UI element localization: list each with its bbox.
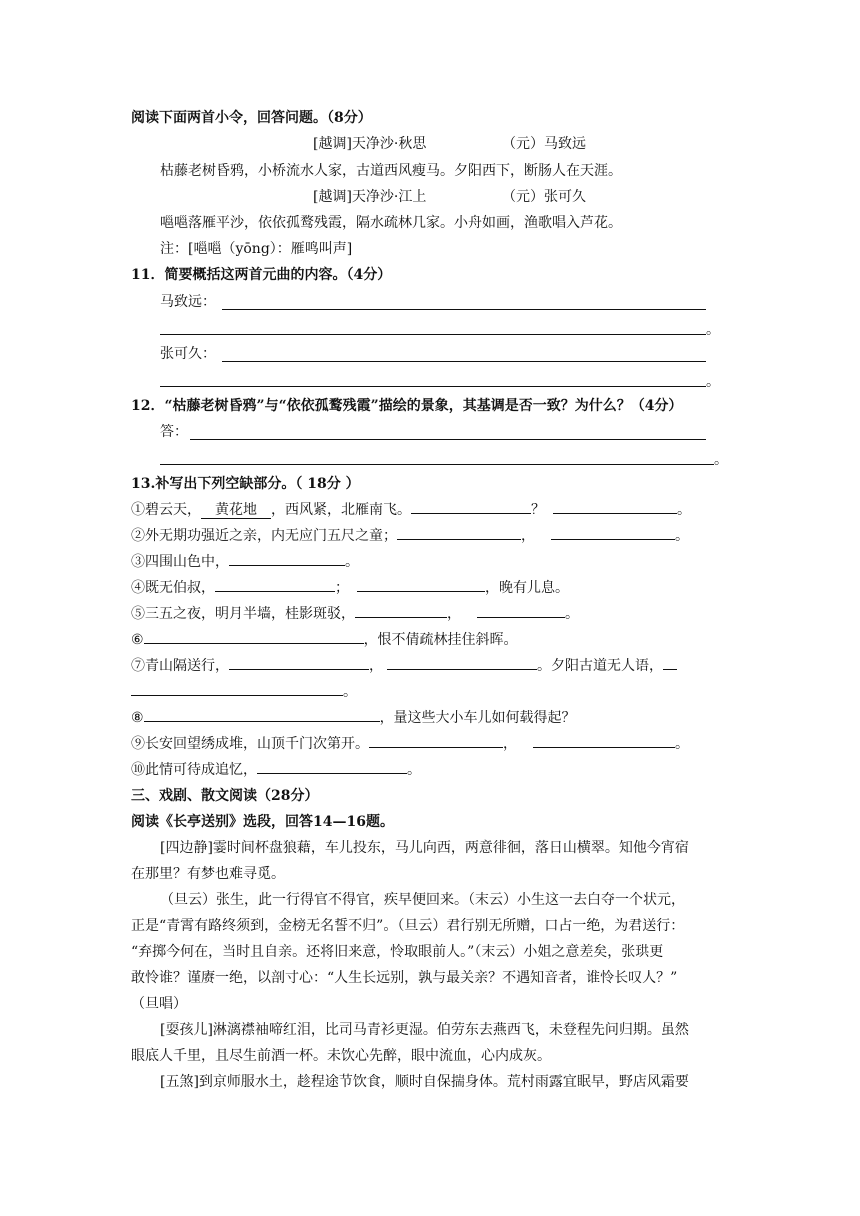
q13-item-10-text: ⑩此情可待成追忆， xyxy=(131,762,257,778)
q13-punct: 。 xyxy=(407,762,421,778)
passage-line: 在那里？有梦也难寻觅。 xyxy=(131,866,285,882)
passage-line: （旦唱） xyxy=(131,996,187,1012)
section-3-heading: 三、戏剧、散文阅读（28分） xyxy=(131,788,319,804)
q13-item-7-text: ⑦青山隔送行， xyxy=(131,658,229,674)
q13-punct: 。 xyxy=(675,528,689,544)
q13-punct: ， xyxy=(503,736,517,752)
q13-punct: ？ xyxy=(531,502,545,518)
q13-item-7 xyxy=(131,656,677,676)
q13-blank[interactable] xyxy=(144,721,380,722)
passage-line: [耍孩儿]淋漓襟袖啼红泪，比司马青衫更湿。伯劳东去燕西飞，未登程先问归期。虽然 xyxy=(160,1022,689,1038)
question-13: 13.补写出下列空缺部分。（ 18分 ） xyxy=(131,476,360,492)
q13-blank[interactable] xyxy=(477,617,565,618)
q13-item-1 xyxy=(131,500,691,520)
q13-item-2-text: ②外无期功强近之亲，内无应门五尺之童； xyxy=(131,528,397,544)
q11-period: 。 xyxy=(706,322,720,338)
passage-line: 敢怜谁？谨赓一绝，以剖寸心：“人生长远别，孰与最关亲？不遇知音者，谁怜长叹人？” xyxy=(131,970,678,986)
q13-item-3 xyxy=(131,552,359,572)
poem1-title: [越调]天净沙·秋思 xyxy=(313,136,427,152)
q11-answer-line[interactable] xyxy=(160,386,706,387)
q13-item-3-text: ③四围山色中， xyxy=(131,554,229,570)
q13-punct: ， xyxy=(447,606,461,622)
section-3-intro: 阅读《长亭送别》选段，回答14—16题。 xyxy=(131,814,394,830)
q13-blank[interactable] xyxy=(257,773,407,774)
passage-line: 正是“青霄有路终须到，金榜无名誓不归”。（旦云）君行别无所赠，口占一绝，为君送行： xyxy=(131,918,685,934)
q13-item-6 xyxy=(131,630,518,650)
q13-blank[interactable] xyxy=(144,643,364,644)
q13-item-8 xyxy=(131,708,576,728)
q12-answer-label: 答： xyxy=(160,424,188,440)
q11-label-ma: 马致远： xyxy=(160,294,216,310)
q13-blank[interactable] xyxy=(397,539,521,540)
q12-period: 。 xyxy=(714,452,728,468)
q13-item-2 xyxy=(131,526,689,546)
q13-punct: 。 xyxy=(675,736,689,752)
passage-line: “弃掷今何在，当时且自亲。还将旧来意，怜取眼前人。”（末云）小姐之意差矣，张珙更 xyxy=(131,944,664,960)
q13-item-1-filled-answer[interactable]: 黄花地 xyxy=(201,502,271,519)
q13-item-9 xyxy=(131,734,689,754)
q13-blank[interactable] xyxy=(553,513,677,514)
q13-item-4-text: ④既无伯叔， xyxy=(131,580,215,596)
q13-item-8-text: ，量这些大小车儿如何载得起？ xyxy=(379,710,576,726)
q13-blank[interactable] xyxy=(369,747,503,748)
q13-blank[interactable] xyxy=(411,513,531,514)
q11-answer-line[interactable] xyxy=(222,361,706,362)
q13-item-7-continued xyxy=(131,682,357,702)
question-11: 11．简要概括这两首元曲的内容。（4分） xyxy=(131,267,392,283)
q13-item-9-text: ⑨长安回望绣成堆，山顶千门次第开。 xyxy=(131,736,369,752)
q13-item-10 xyxy=(131,760,421,780)
q13-punct: ， xyxy=(521,528,535,544)
q13-punct: 。 xyxy=(343,684,357,700)
q13-item-6-text: ，恨不倩疏林挂住斜晖。 xyxy=(363,632,518,648)
q13-punct: 。 xyxy=(345,554,359,570)
q11-label-zhang: 张可久： xyxy=(160,346,216,362)
q13-blank[interactable] xyxy=(229,669,369,670)
poem2-author: （元）张可久 xyxy=(502,189,586,205)
poem-note: 注：[嗈嗈（yōng）：雁鸣叫声] xyxy=(160,241,353,257)
q13-punct: 。 xyxy=(677,502,691,518)
q13-punct: ， xyxy=(369,658,383,674)
q13-item-8-number: ⑧ xyxy=(131,710,144,726)
poem2-title: [越调]天净沙·江上 xyxy=(313,189,427,205)
q13-item-1-text: ①碧云天， xyxy=(131,502,201,518)
q13-blank[interactable] xyxy=(551,539,675,540)
passage-line: 眼底人千里，且尽生前酒一杯。未饮心先醉，眼中流血，心内成灰。 xyxy=(131,1048,551,1064)
poem-section-intro: 阅读下面两首小令，回答问题。（8分） xyxy=(131,110,372,126)
q13-item-5 xyxy=(131,604,579,624)
q13-blank[interactable] xyxy=(387,669,537,670)
poem1-text: 枯藤老树昏鸦，小桥流水人家，古道西风瘦马。夕阳西下，断肠人在天涯。 xyxy=(160,163,622,179)
q13-blank[interactable] xyxy=(663,669,677,670)
q13-item-4-text: ，晚有儿息。 xyxy=(485,580,569,596)
q13-blank[interactable] xyxy=(215,591,335,592)
passage-line: [四边静]霎时间杯盘狼藉，车儿投东，马儿向西，两意徘徊，落日山横翠。知他今宵宿 xyxy=(160,840,689,856)
q11-period: 。 xyxy=(706,374,720,390)
q13-item-7-text: 。夕阳古道无人语， xyxy=(537,658,663,674)
q13-item-4 xyxy=(131,578,569,598)
q13-punct: ； xyxy=(335,580,349,596)
q13-item-6-number: ⑥ xyxy=(131,632,144,648)
q12-answer-line[interactable] xyxy=(160,464,714,465)
question-12: 12．“枯藤老树昏鸦”与“依依孤鹜残霞”描绘的景象，其基调是否一致？为什么？（4分） xyxy=(131,398,683,414)
q13-blank[interactable] xyxy=(357,591,485,592)
q13-blank[interactable] xyxy=(533,747,675,748)
passage-line: [五煞]到京师服水土，趁程途节饮食，顺时自保揣身体。荒村雨露宜眠早，野店风霜要 xyxy=(160,1074,689,1090)
passage-line: （旦云）张生，此一行得官不得官，疾早便回来。（末云）小生这一去白夺一个状元， xyxy=(160,892,685,908)
q13-item-1-text: ，西风紧，北雁南飞。 xyxy=(271,502,411,518)
q13-blank[interactable] xyxy=(229,565,345,566)
q11-answer-line[interactable] xyxy=(222,309,706,310)
q11-answer-line[interactable] xyxy=(160,334,706,335)
q12-answer-line[interactable] xyxy=(190,439,706,440)
q13-blank[interactable] xyxy=(355,617,447,618)
poem2-text: 嗈嗈落雁平沙，依依孤鹜残霞，隔水疏林几家。小舟如画，渔歌唱入芦花。 xyxy=(160,215,622,231)
q13-item-5-text: ⑤三五之夜，明月半墙，桂影斑驳， xyxy=(131,606,355,622)
poem1-author: （元）马致远 xyxy=(502,136,586,152)
q13-punct: 。 xyxy=(565,606,579,622)
q13-blank[interactable] xyxy=(131,695,343,696)
